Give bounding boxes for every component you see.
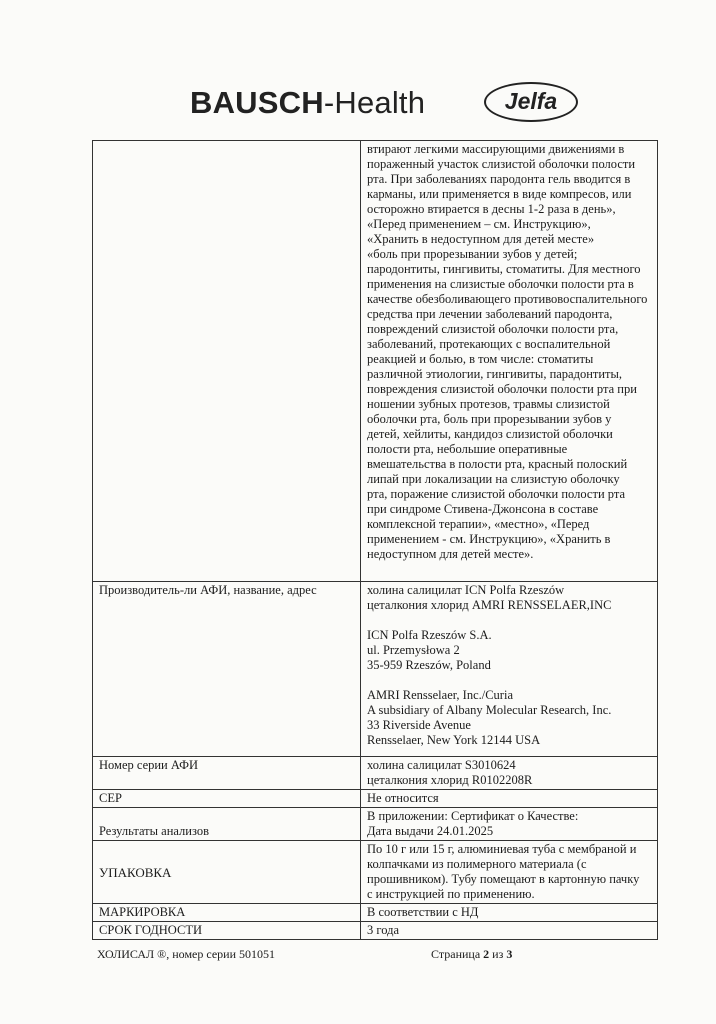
header-logos bbox=[0, 78, 716, 128]
table-row-description bbox=[93, 141, 658, 582]
footer-product: ХОЛИСАЛ ®, номер серии 501051 bbox=[97, 947, 276, 961]
table-row-series bbox=[93, 757, 658, 790]
table-row-producer bbox=[93, 582, 658, 757]
empty-label-cell bbox=[93, 141, 361, 582]
table-row-cep bbox=[93, 790, 658, 808]
description-text: втирают легкими массирующими движениями в пораженный участок слизистой оболочки полости рта. При заболеваниях пародонта гель вводится в карманы, или применяется в виде компресов, или осторожно втирается в десны 1-2 раза в день», «Перед применением – см. Инструкцию», «Хранить в недоступном для детей месте» «боль при прорезывании зубов у детей; пародонтиты, гингивиты, стоматиты. Для местного применения на слизистые оболочки полости рта в качестве обезболивающего противовоспалительного средства при лечении заболеваний пародонта, повреждений слизистой оболочки полости рта, заболеваний, протекающих с воспалительной реакцией и болью, в том числе: стоматиты различной этиологии, гингивиты, парадонтиты, повреждения слизистой оболочки полости рта при ношении зубных протезов, травмы слизистой оболочки рта, боль при прорезывании зубов у детей, хейлиты, кандидоз слизистой оболочки полости рта, небольшие оперативные вмешательства в полости рта, красный полоский липай при локализации на слизистую оболочку рта, поражение слизистой оболочки полости рта при синдроме Стивена-Джонсона в составе комплексной терапии», «местно», «Перед применением - см. Инструкцию», «Хранить в недоступном для детей месте». bbox=[361, 141, 658, 582]
expiry-label: СРОК ГОДНОСТИ bbox=[93, 922, 361, 940]
page-number: Страница 2 из 3 bbox=[431, 947, 513, 961]
expiry-value: 3 года bbox=[361, 922, 658, 940]
table-row-expiry bbox=[93, 922, 658, 940]
table-row-marking bbox=[93, 904, 658, 922]
results-label: Результаты анализов bbox=[93, 808, 361, 841]
jelfa-logo: Jelfa bbox=[484, 82, 578, 122]
results-value: В приложении: Сертификат о Качестве: Дата выдачи 24.01.2025 bbox=[361, 808, 658, 841]
cep-value: Не относится bbox=[361, 790, 658, 808]
table-row-results bbox=[93, 808, 658, 841]
marking-label: МАРКИРОВКА bbox=[93, 904, 361, 922]
series-label: Номер серии АФИ bbox=[93, 757, 361, 790]
table-row-packaging bbox=[93, 841, 658, 904]
packaging-value: По 10 г или 15 г, алюминиевая туба с мембраной и колпачками из полимерного материала (с прошивником). Тубу помещают в картонную пачку с инструкцией по применению. bbox=[361, 841, 658, 904]
certificate-table bbox=[92, 140, 658, 940]
marking-value: В соответствии с НД bbox=[361, 904, 658, 922]
producer-label: Производитель-ли АФИ, название, адрес bbox=[93, 582, 361, 757]
series-value: холина салицилат S3010624 цеталкония хлорид R0102208R bbox=[361, 757, 658, 790]
bausch-health-logo: BAUSCH-Health bbox=[190, 85, 426, 120]
packaging-label: УПАКОВКА bbox=[93, 841, 361, 904]
producer-value: холина салицилат ICN Polfa Rzeszów цеталкония хлорид AMRI RENSSELAER,INC ICN Polfa Rzeszów S.A. ul. Przemysłowa 2 35-959 Rzeszów, Poland AMRI Rensselaer, Inc./Curia A subsidiary of Albany Molecular Research, Inc. 33 Riverside Avenue Rensselaer, New York 12144 USA bbox=[361, 582, 658, 757]
cep-label: CEP bbox=[93, 790, 361, 808]
